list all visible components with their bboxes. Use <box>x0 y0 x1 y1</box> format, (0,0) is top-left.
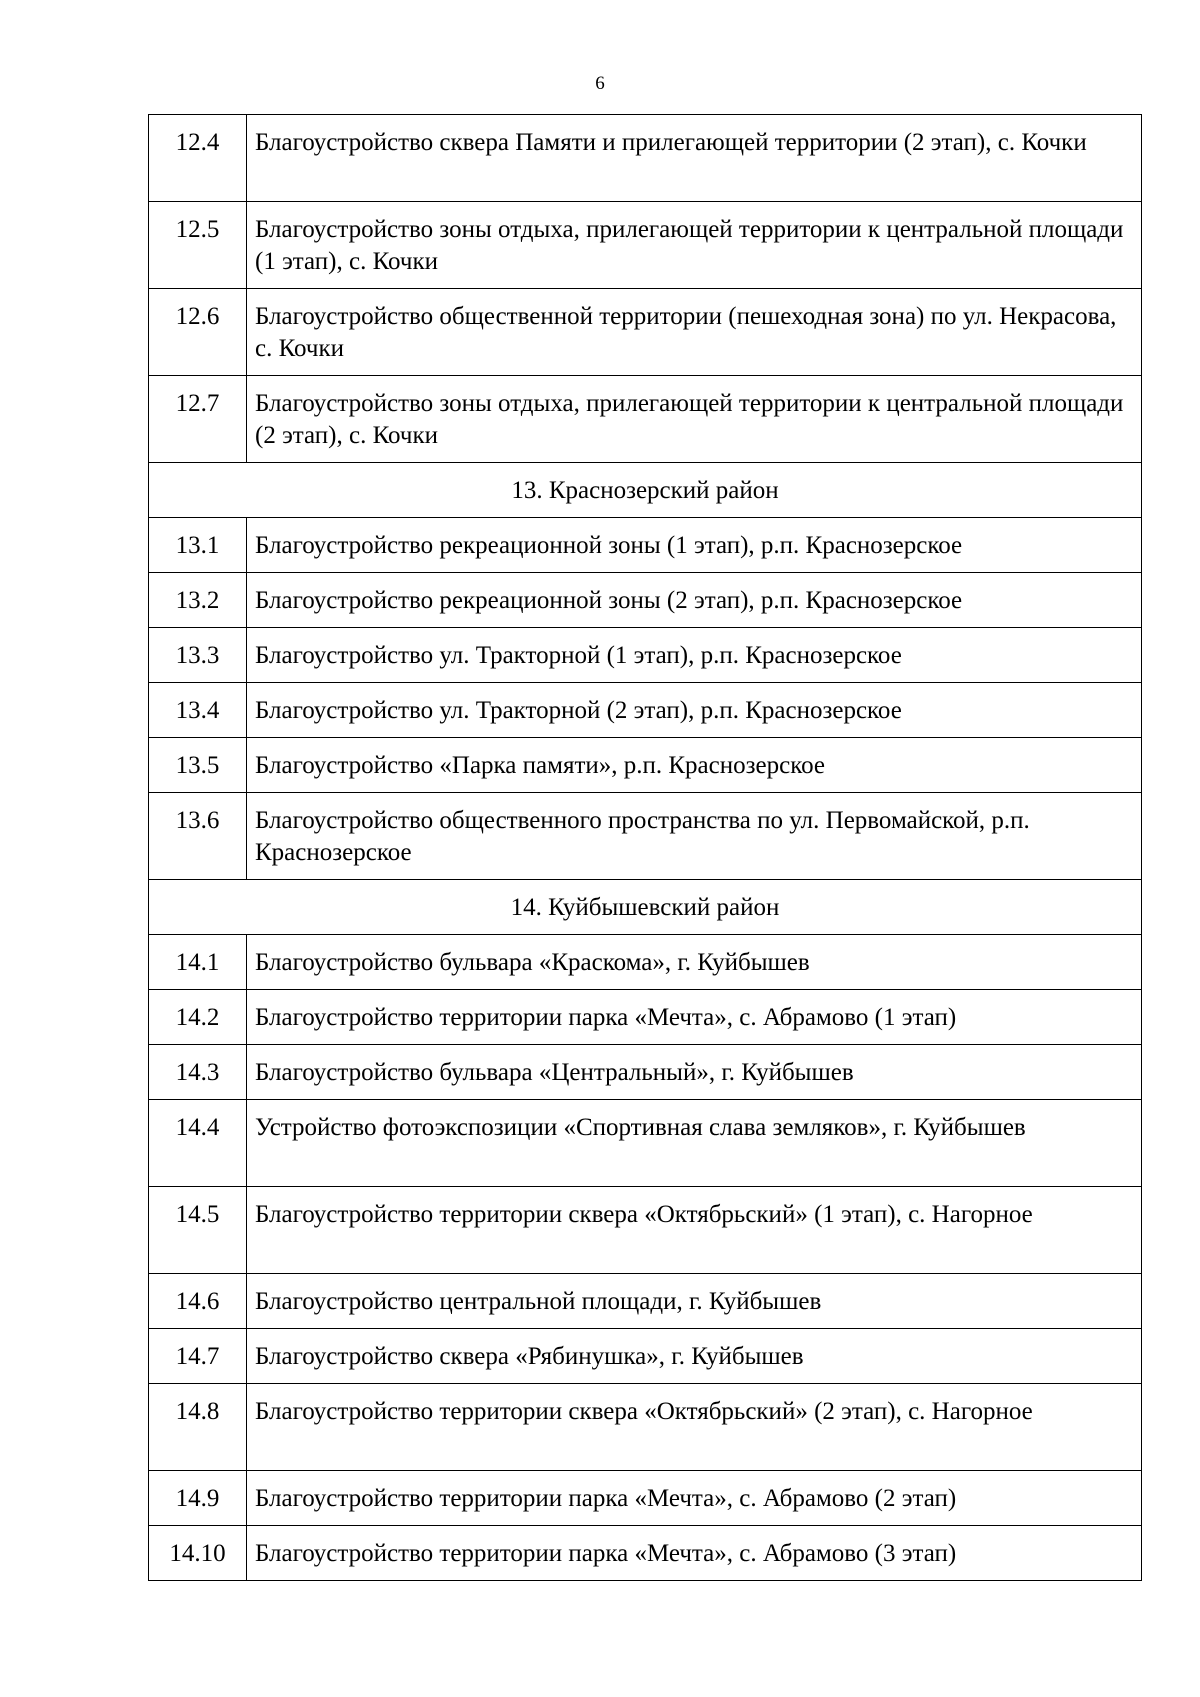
table-row <box>149 289 1142 376</box>
table-row <box>149 1384 1142 1471</box>
section-title: 14. Куйбышевский район <box>149 880 1142 935</box>
table-row <box>149 1329 1142 1384</box>
table-row <box>149 518 1142 573</box>
item-number: 14.7 <box>149 1329 247 1384</box>
table-row <box>149 1045 1142 1100</box>
projects-table-body <box>149 115 1142 1581</box>
item-description: Благоустройство «Парка памяти», р.п. Краснозерское <box>247 738 1142 793</box>
item-description: Благоустройство сквера Памяти и прилегающей территории (2 этап), с. Кочки <box>247 115 1142 202</box>
item-description: Благоустройство зоны отдыха, прилегающей территории к центральной площади (1 этап), с. Кочки <box>247 202 1142 289</box>
section-title: 13. Краснозерский район <box>149 463 1142 518</box>
table-row <box>149 1526 1142 1581</box>
item-number: 14.6 <box>149 1274 247 1329</box>
table-row <box>149 1187 1142 1274</box>
item-number: 13.2 <box>149 573 247 628</box>
item-number: 14.9 <box>149 1471 247 1526</box>
item-number: 12.5 <box>149 202 247 289</box>
item-description: Благоустройство зоны отдыха, прилегающей территории к центральной площади (2 этап), с. Кочки <box>247 376 1142 463</box>
item-number: 13.5 <box>149 738 247 793</box>
item-description: Благоустройство ул. Тракторной (2 этап), р.п. Краснозерское <box>247 683 1142 738</box>
item-number: 14.4 <box>149 1100 247 1187</box>
item-number: 14.10 <box>149 1526 247 1581</box>
item-number: 12.7 <box>149 376 247 463</box>
item-description: Благоустройство бульвара «Краскома», г. Куйбышев <box>247 935 1142 990</box>
page-number: 6 <box>595 73 605 94</box>
table-row <box>149 115 1142 202</box>
table-row <box>149 1100 1142 1187</box>
table-row <box>149 738 1142 793</box>
section-header-row <box>149 880 1142 935</box>
item-description: Благоустройство общественной территории (пешеходная зона) по ул. Некрасова, с. Кочки <box>247 289 1142 376</box>
item-description: Благоустройство сквера «Рябинушка», г. Куйбышев <box>247 1329 1142 1384</box>
table-row <box>149 376 1142 463</box>
projects-table <box>148 114 1142 1581</box>
item-number: 14.3 <box>149 1045 247 1100</box>
item-description: Благоустройство бульвара «Центральный», г. Куйбышев <box>247 1045 1142 1100</box>
item-description: Благоустройство территории сквера «Октябрьский» (2 этап), с. Нагорное <box>247 1384 1142 1471</box>
item-description: Благоустройство рекреационной зоны (1 этап), р.п. Краснозерское <box>247 518 1142 573</box>
item-number: 12.6 <box>149 289 247 376</box>
table-row <box>149 202 1142 289</box>
item-number: 14.5 <box>149 1187 247 1274</box>
item-number: 13.3 <box>149 628 247 683</box>
item-description: Благоустройство центральной площади, г. Куйбышев <box>247 1274 1142 1329</box>
item-number: 14.1 <box>149 935 247 990</box>
item-number: 13.6 <box>149 793 247 880</box>
table-row <box>149 935 1142 990</box>
table-row <box>149 990 1142 1045</box>
item-description: Устройство фотоэкспозиции «Спортивная слава земляков», г. Куйбышев <box>247 1100 1142 1187</box>
table-row <box>149 1471 1142 1526</box>
item-description: Благоустройство территории сквера «Октябрьский» (1 этап), с. Нагорное <box>247 1187 1142 1274</box>
item-number: 12.4 <box>149 115 247 202</box>
item-description: Благоустройство территории парка «Мечта», с. Абрамово (1 этап) <box>247 990 1142 1045</box>
item-description: Благоустройство ул. Тракторной (1 этап), р.п. Краснозерское <box>247 628 1142 683</box>
table-row <box>149 793 1142 880</box>
item-number: 13.1 <box>149 518 247 573</box>
table-row <box>149 628 1142 683</box>
item-number: 13.4 <box>149 683 247 738</box>
table-row <box>149 573 1142 628</box>
table-row <box>149 1274 1142 1329</box>
item-description: Благоустройство территории парка «Мечта», с. Абрамово (3 этап) <box>247 1526 1142 1581</box>
item-number: 14.2 <box>149 990 247 1045</box>
item-description: Благоустройство общественного пространства по ул. Первомайской, р.п. Краснозерское <box>247 793 1142 880</box>
item-number: 14.8 <box>149 1384 247 1471</box>
table-row <box>149 683 1142 738</box>
section-header-row <box>149 463 1142 518</box>
item-description: Благоустройство территории парка «Мечта», с. Абрамово (2 этап) <box>247 1471 1142 1526</box>
item-description: Благоустройство рекреационной зоны (2 этап), р.п. Краснозерское <box>247 573 1142 628</box>
